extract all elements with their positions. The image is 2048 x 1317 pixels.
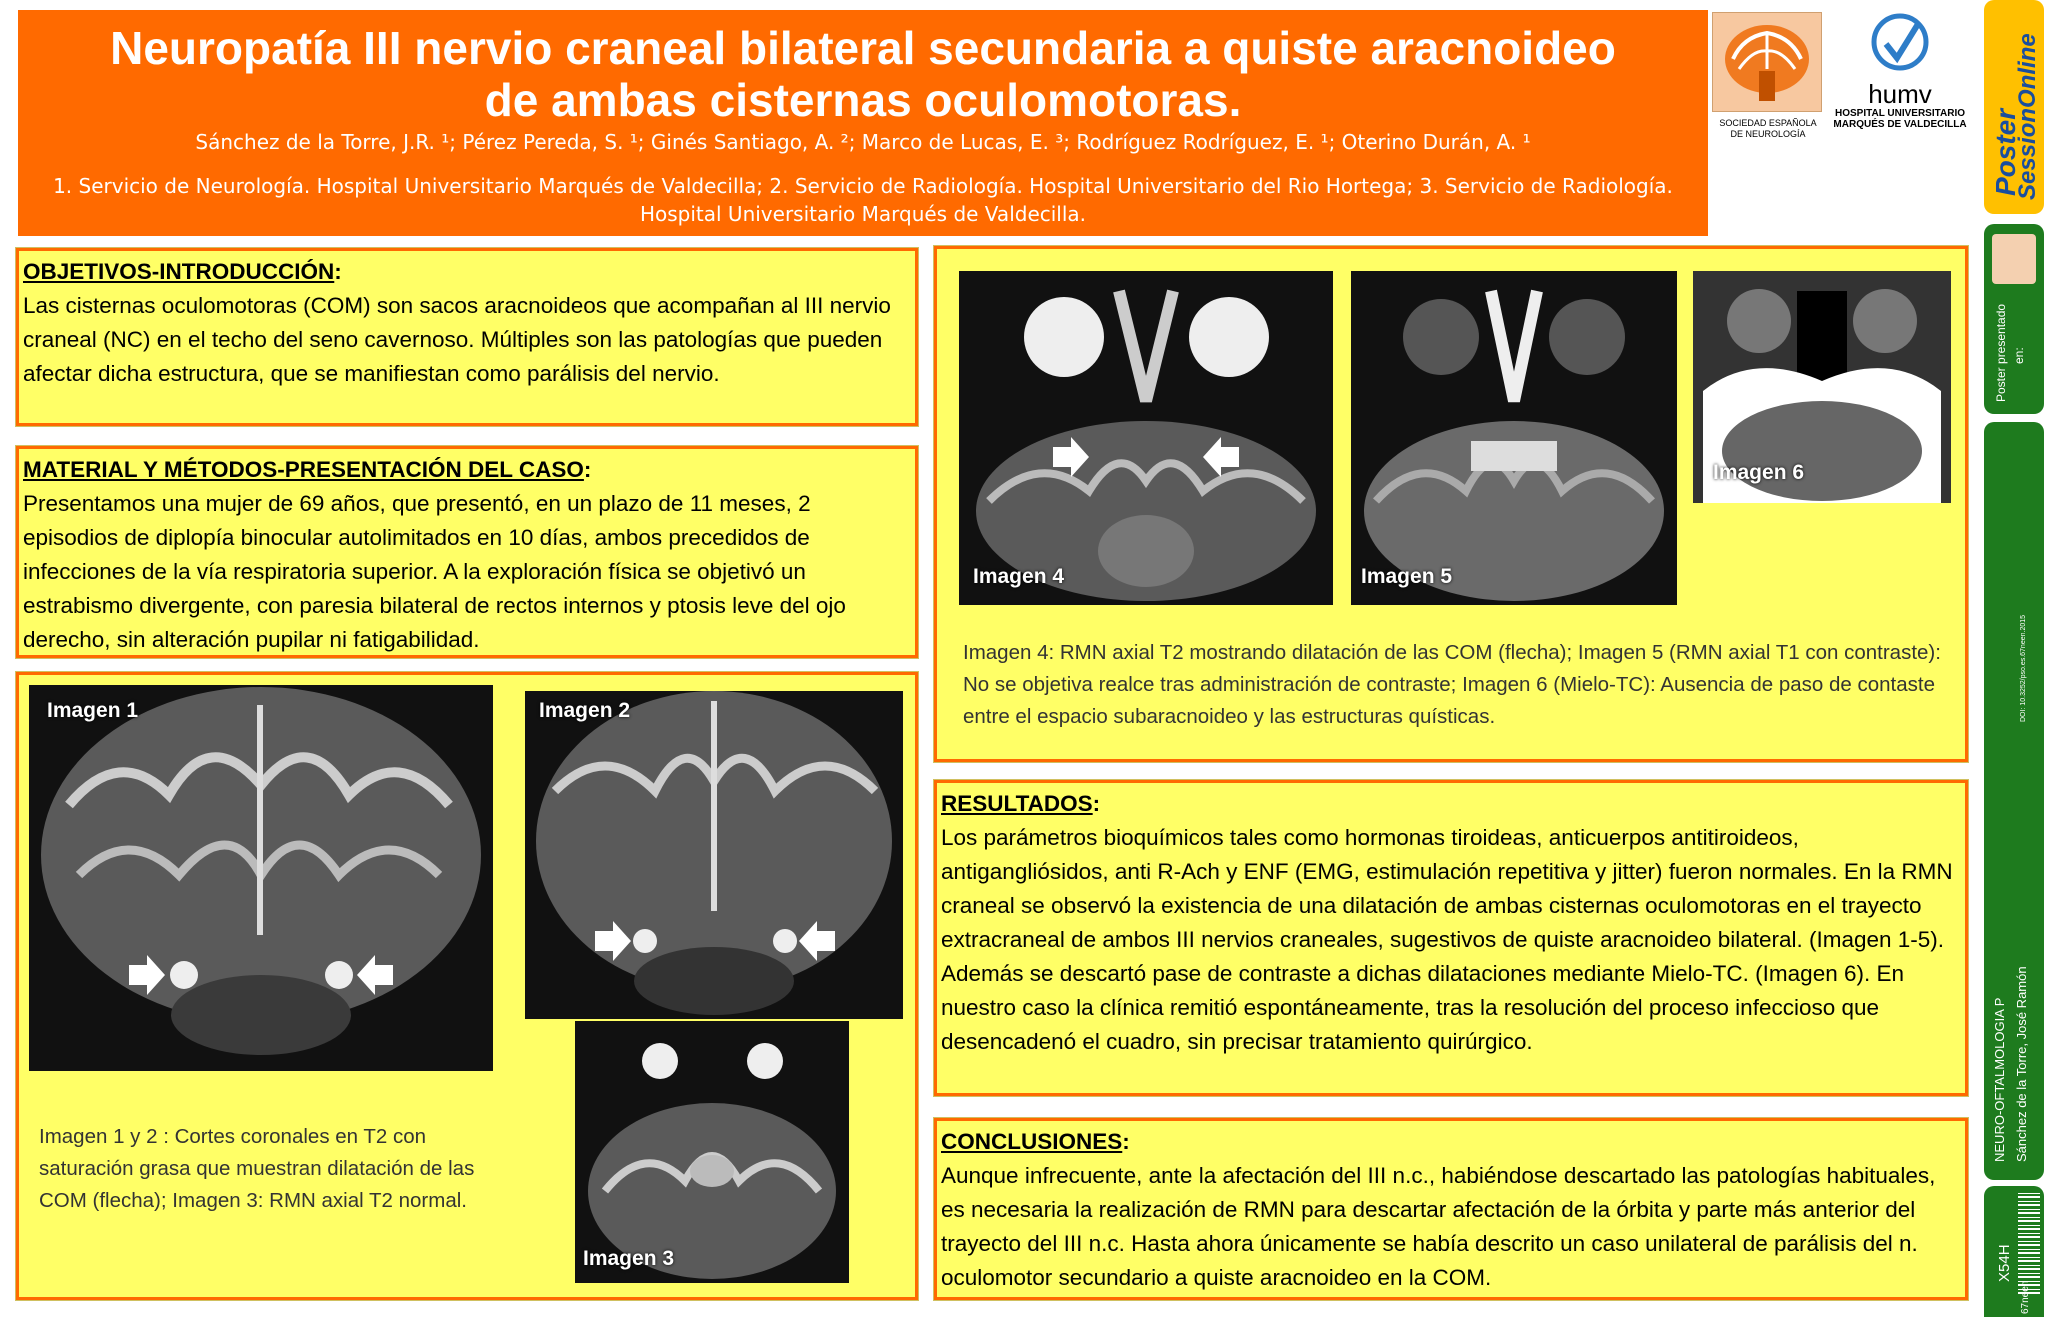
mri-image-2 [525, 691, 903, 1019]
results-heading: RESULTADOS: [941, 791, 1101, 816]
image-2-label: Imagen 2 [539, 699, 631, 722]
results-text: Los parámetros bioquímicos tales como hormonas tiroideas, anticuerpos antitiroideos, antigangliósidos, anti R-Ach y ENF (EMG, estimulación repetitiva y jitter) fueron normales. En la RMN craneal se observó la existencia de una dilatación de ambas cisternas oculomotoras en el trayecto extracraneal de ambos III nervios craneales, sugestivos de quiste aracnoideo bilateral. (Imagen 1-5). Además se descartó pase de contraste a dichas dilataciones mediante Mielo-TC. (Imagen 6). En nuestro caso la clínica remitió espontáneamente, tras la resolución del proceso infeccioso que desencadenó el cuadro, sin precisar tratamiento quirúrgico. [941, 825, 1953, 1054]
sen-caption [1712, 118, 1824, 140]
poster-id: 67neen [2020, 1280, 2031, 1314]
mri-image-3 [575, 1021, 849, 1283]
poster-title [18, 10, 1708, 126]
mri-image-6 [1693, 271, 1951, 503]
brand-line-2: SessionOnline [2014, 33, 2041, 200]
methods-heading: MATERIAL Y MÉTODOS-PRESENTACIÓN DEL CASO: [23, 457, 592, 482]
methods-text: Presentamos una mujer de 69 años, que presentó, en un plazo de 11 meses, 2 episodios de diplopía binocular autolimitados en 10 días, ambos precedidos de infecciones de la vía respiratoria superior. A la exploración física se objetivó un estrabismo divergente, con paresia bilateral de rectos internos y ptosis leve del ojo derecho, sin alteración pupilar ni fatigabilidad. [23, 491, 846, 652]
intro-heading: OBJETIVOS-INTRODUCCIÓN: [23, 259, 342, 284]
poster-session-online-logo [1984, 0, 2044, 214]
sen-logo [1712, 12, 1824, 140]
image-3-label: Imagen 3 [583, 1247, 675, 1270]
affiliations [18, 172, 1708, 228]
mri-image-1 [29, 685, 493, 1071]
humv-name: humv [1868, 79, 1932, 109]
right-figure-caption: Imagen 4: RMN axial T2 mostrando dilatación de las COM (flecha); Imagen 5 (RMN axial T1 con contraste): No se objetiva realce tras administración de contraste; Imagen 6 (Mielo-TC): Ausencia de paso de contaste entre el espacio subaracnoideo y las estructuras quísticas. [963, 641, 1941, 728]
author-name: Sánchez de la Torre, José Ramón [2014, 966, 2029, 1162]
image-5-label: Imagen 5 [1361, 565, 1453, 588]
title-line-2: de ambas cisternas oculomotoras. [484, 74, 1242, 126]
methods-panel [16, 446, 918, 658]
poster-info-box [1984, 422, 2044, 1180]
left-figure-caption: Imagen 1 y 2 : Cortes coronales en T2 con saturación grasa que muestran dilatación de las COM (flecha); Imagen 3: RMN axial T2 normal. [39, 1125, 475, 1212]
humv-caption [1828, 108, 1972, 130]
image-4-label: Imagen 4 [973, 565, 1065, 588]
sen-caption-line-1: SOCIEDAD ESPAÑOLA [1719, 118, 1817, 128]
sidebar [1982, 0, 2048, 1317]
image-6-label: Imagen 6 [1713, 461, 1805, 484]
doi: DOI: 10.3252/pso.es.67neen.2015 [2020, 614, 2027, 722]
sen-small-logo-icon [1992, 234, 2036, 284]
intro-text: Las cisternas oculomotoras (COM) son sacos aracnoideos que acompañan al III nervio craneal (NC) en el techo del seno cavernoso. Múltiples son las patologías que pueden afectar dicha estructura, que se manifiestan como parálisis del nervio. [23, 293, 891, 386]
image-1-label: Imagen 1 [47, 699, 139, 722]
barcode-icon [2018, 1192, 2040, 1294]
right-figures-panel [934, 246, 1968, 762]
mri-image-4 [959, 271, 1333, 605]
humv-emblem-icon [1870, 12, 1930, 76]
results-panel [934, 780, 1968, 1096]
conclusions-panel [934, 1118, 1968, 1300]
sen-caption-line-2: DE NEUROLOGÍA [1730, 129, 1806, 139]
brand-line-1: Poster [1990, 108, 2021, 196]
affiliations-line-1: 1. Servicio de Neurología. Hospital Universitario Marqués de Valdecilla; 2. Servicio de Radiología. Hospital Universitario del Rio Hortega; 3. Servicio de Radiología. [53, 174, 1673, 198]
presented-at-box [1984, 224, 2044, 414]
poster-header [18, 10, 1708, 236]
humv-caption-line-1: HOSPITAL UNIVERSITARIO [1834, 108, 1965, 119]
conclusions-heading: CONCLUSIONES: [941, 1129, 1130, 1154]
category: NEURO-OFTALMOLOGIA P [1992, 997, 2007, 1162]
presented-line-2: en: [2012, 347, 2026, 364]
poster-code: X54H [1996, 1244, 2013, 1282]
intro-panel [16, 248, 918, 426]
brain-icon [1712, 12, 1822, 112]
humv-caption-line-2: MARQUÉS DE VALDECILLA [1833, 119, 1967, 130]
humv-logo [1828, 12, 1972, 140]
authors: Sánchez de la Torre, J.R. ¹; Pérez Pereda, S. ¹; Ginés Santiago, A. ²; Marco de Lucas, E. ³; Rodríguez Rodríguez, E. ¹; Oterino Durán, A. ¹ [195, 130, 1531, 154]
conclusions-text: Aunque infrecuente, ante la afectación del III n.c., habiéndose descartado las patologías habituales, es necesaria la realización de RMN para descartar afectación de la órbita y parte más anterior del trayecto del III n.c. Hasta ahora únicamente se había descrito un caso unilateral de parálisis del n. oculomotor secundario a quiste aracnoideo en la COM. [941, 1163, 1936, 1290]
code-box [1984, 1186, 2044, 1317]
affiliations-line-2: Hospital Universitario Marqués de Valdecilla. [639, 202, 1087, 226]
mri-image-5 [1351, 271, 1677, 605]
left-figures-panel [16, 672, 918, 1300]
title-line-1: Neuropatía III nervio craneal bilateral secundaria a quiste aracnoideo [110, 22, 1616, 74]
presented-line-1: Poster presentado [1994, 303, 2008, 402]
